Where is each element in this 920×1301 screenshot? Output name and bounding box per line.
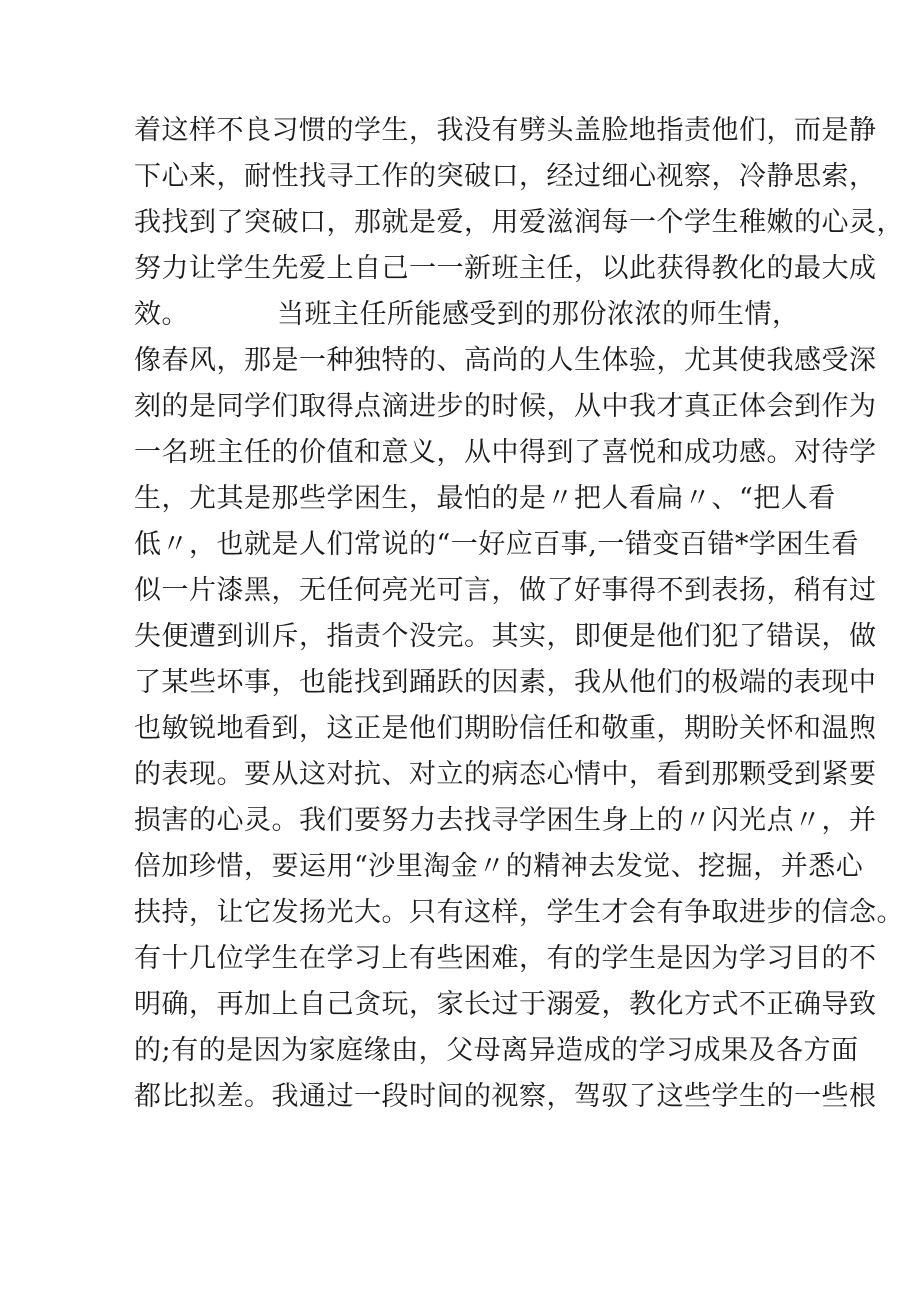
text-line-with-gap [134, 292, 799, 338]
text-line: 着这样不良习惯的学生，我没有劈头盖脸地指责他们，而是静 [134, 115, 877, 146]
line-head: 效。 [134, 299, 189, 330]
text-line: 的;有的是因为家庭缘由，父母离异造成的学习成果及各方面 [134, 1035, 859, 1066]
text-line: 有十几位学生在学习上有些困难，有的学生是因为学习目的不 [134, 943, 877, 974]
text-line: 生，尤其是那些学困生，最怕的是〃把人看扁〃、“把人看 [134, 483, 836, 514]
text-line: 一名班主任的价值和意义，从中得到了喜悦和成功感。对待学 [134, 437, 877, 468]
text-line: 明确，再加上自己贪玩，家长过于溺爱，教化方式不正确导致 [134, 989, 877, 1020]
text-line: 扶持，让它发扬光大。只有这样，学生才会有争取进步的信念。 [134, 897, 904, 928]
text-line: 都比拟差。我通过一段时间的视察，驾驭了这些学生的一些根 [134, 1081, 877, 1112]
text-line: 我找到了突破口，那就是爱，用爱滋润每一个学生稚嫩的心灵， [134, 207, 904, 238]
text-line: 损害的心灵。我们要努力去找寻学困生身上的〃闪光点〃，并 [134, 805, 877, 836]
text-line: 也敏锐地看到，这正是他们期盼信任和敬重，期盼关怀和温煦 [134, 713, 877, 744]
text-line: 的表现。要从这对抗、对立的病态心情中，看到那颗受到紧要 [134, 759, 877, 790]
text-line: 像春风，那是一种独特的、高尚的人生体验，尤其使我感受深 [134, 345, 877, 376]
text-line: 似一片漆黑，无任何亮光可言，做了好事得不到表扬，稍有过 [134, 575, 877, 606]
text-line: 失便遭到训斥，指责个没完。其实，即便是他们犯了错误，做 [134, 621, 877, 652]
document-body [134, 108, 904, 1120]
text-line: 下心来，耐性找寻工作的突破口，经过细心视察，冷静思索， [134, 161, 877, 192]
line-tail: 当班主任所能感受到的那份浓浓的师生情， [277, 299, 800, 330]
text-line: 努力让学生先爱上自己一一新班主任，以此获得教化的最大成 [134, 253, 877, 284]
text-line: 刻的是同学们取得点滴进步的时候，从中我才真正体会到作为 [134, 391, 877, 422]
text-line: 了某些坏事，也能找到踊跃的因素，我从他们的极端的表现中 [134, 667, 877, 698]
text-line: 低〃，也就是人们常说的“一好应百事,一错变百错*学困生看 [134, 529, 859, 560]
text-line: 倍加珍惜，要运用“沙里淘金〃的精神去发觉、挖掘，并悉心 [134, 851, 864, 882]
